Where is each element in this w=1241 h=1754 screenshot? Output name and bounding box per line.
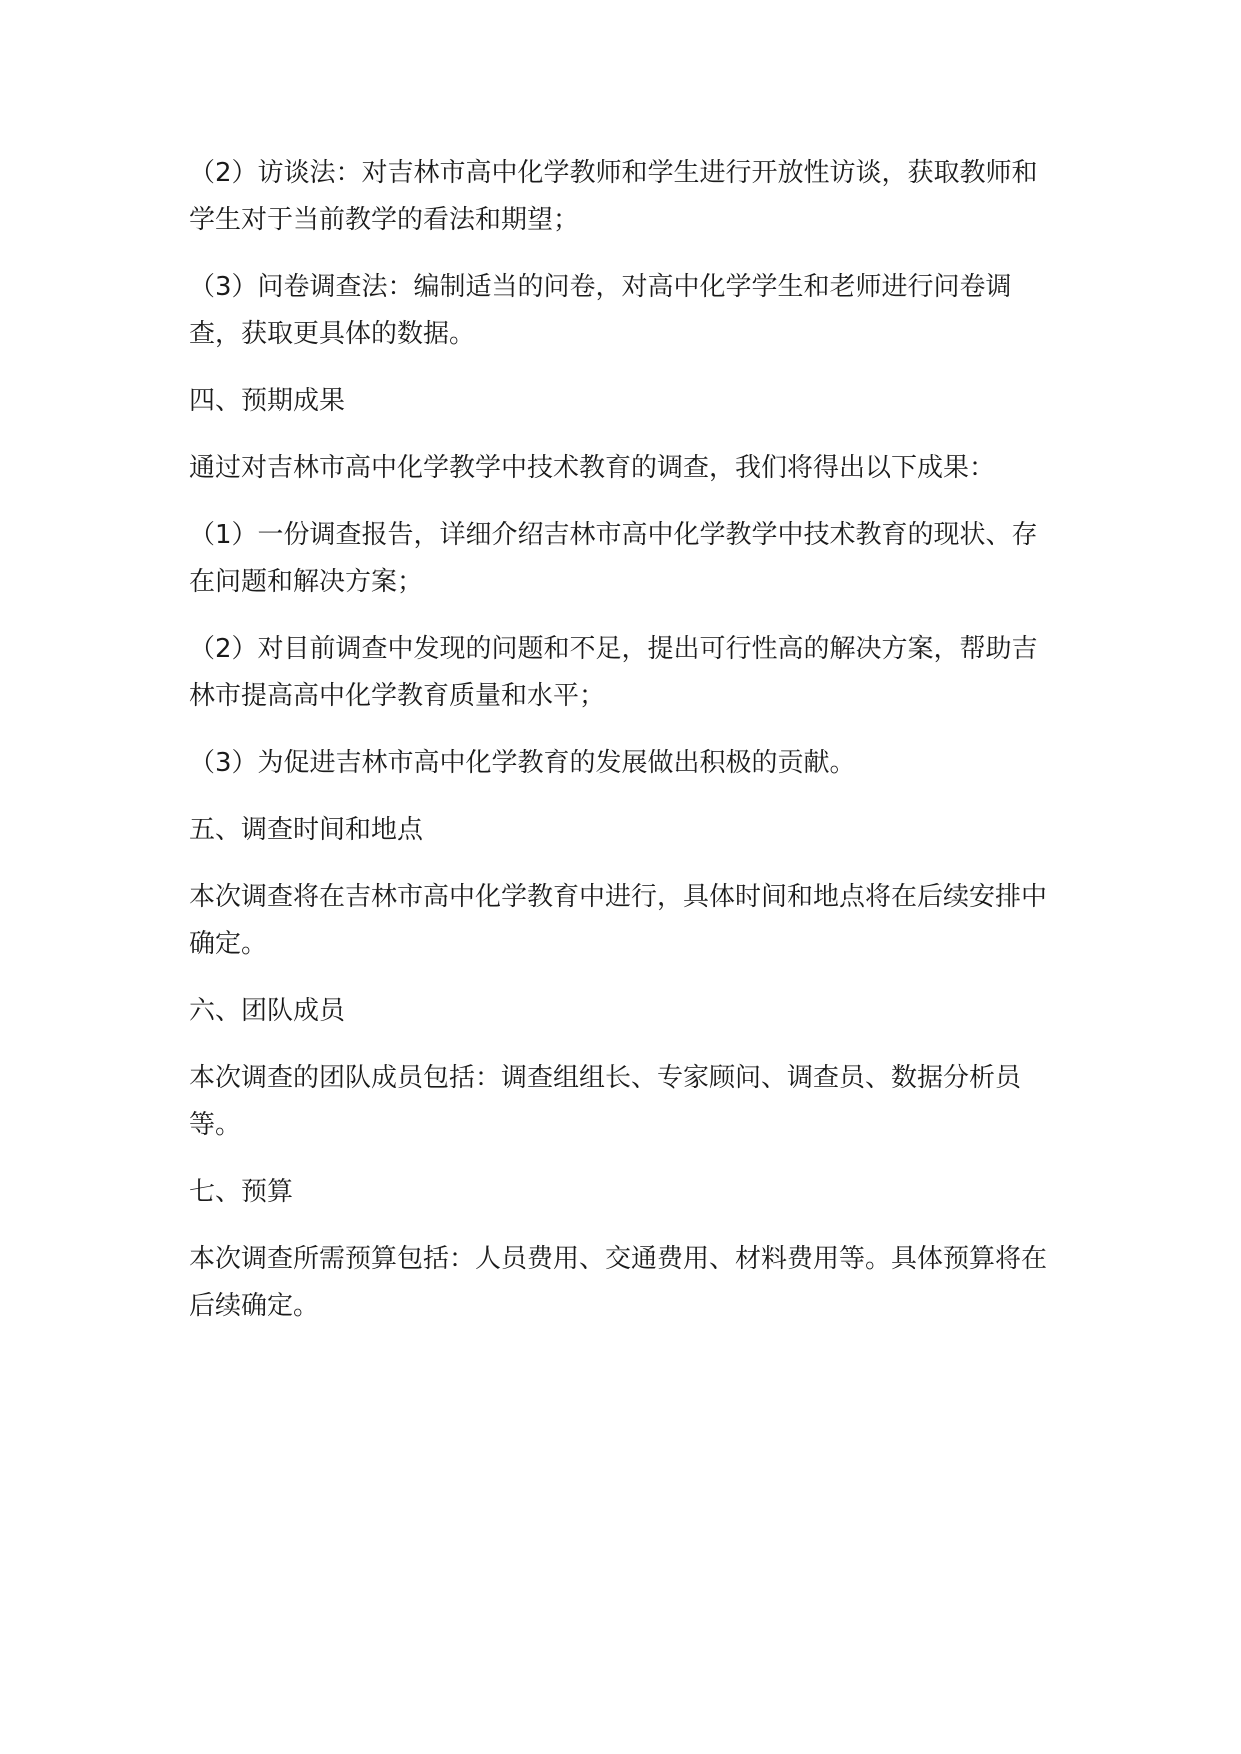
- section-heading-team: 六、团队成员: [189, 996, 346, 1026]
- section-heading-expected-results: 四、预期成果: [189, 386, 346, 416]
- paragraph-result-2: （2）对目前调查中发现的问题和不足，提出可行性高的解决方案，帮助吉林市提高高中化学教育质量和水平；: [189, 634, 1038, 711]
- paragraph-interview-method: （2）访谈法：对吉林市高中化学教师和学生进行开放性访谈，获取教师和学生对于当前教学的看法和期望；: [189, 158, 1038, 235]
- section-heading-time-place: 五、调查时间和地点: [189, 815, 424, 845]
- paragraph-result-1: （1）一份调查报告，详细介绍吉林市高中化学教学中技术教育的现状、存在问题和解决方案；: [189, 520, 1038, 597]
- paragraph-questionnaire-method: （3）问卷调查法：编制适当的问卷，对高中化学学生和老师进行问卷调查，获取更具体的数据。: [189, 272, 1012, 349]
- section-heading-budget: 七、预算: [189, 1177, 294, 1207]
- paragraph-result-3: （3）为促进吉林市高中化学教育的发展做出积极的贡献。: [189, 748, 856, 778]
- paragraph-results-intro: 通过对吉林市高中化学教学中技术教育的调查，我们将得出以下成果：: [189, 453, 996, 483]
- paragraph-team: 本次调查的团队成员包括：调查组组长、专家顾问、调查员、数据分析员等。: [189, 1063, 1022, 1140]
- paragraph-time-place: 本次调查将在吉林市高中化学教育中进行，具体时间和地点将在后续安排中确定。: [189, 882, 1048, 959]
- paragraph-budget: 本次调查所需预算包括：人员费用、交通费用、材料费用等。具体预算将在后续确定。: [189, 1244, 1048, 1321]
- document-body: [189, 150, 1059, 1350]
